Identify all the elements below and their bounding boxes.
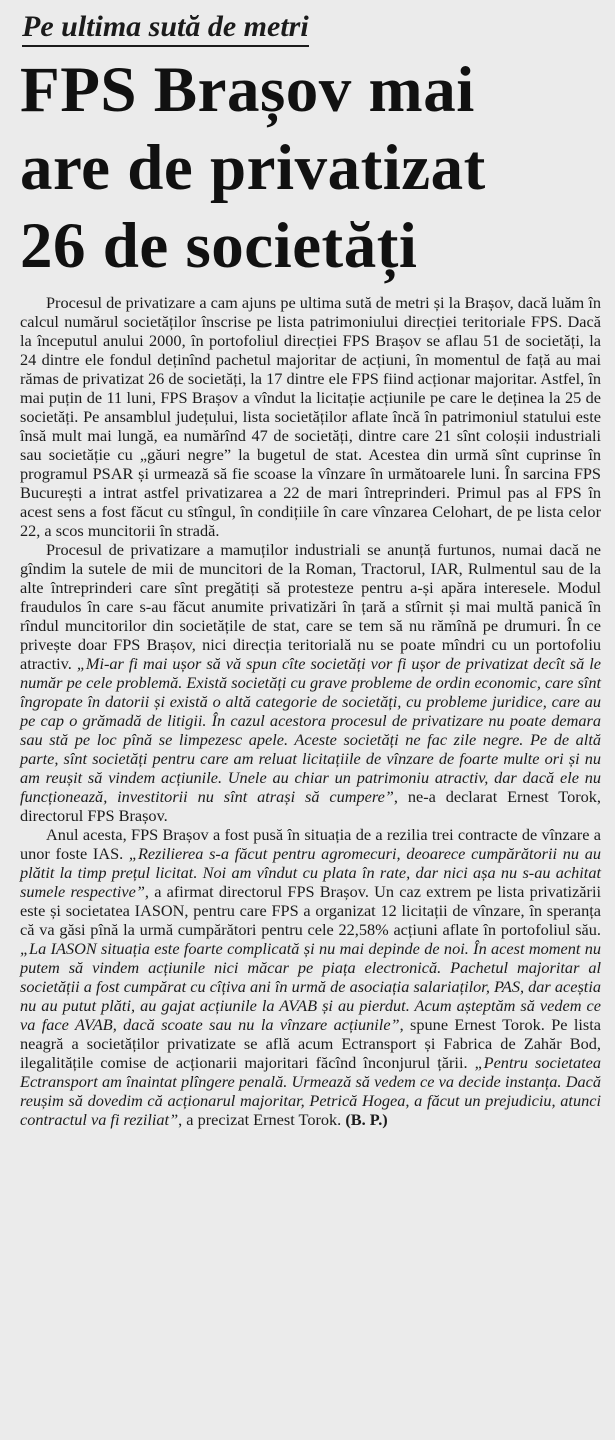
quote-text: „Mi-ar fi mai ușor să vă spun cîte societăți vor fi ușor de privatizat decît să le număr pe cele problemă. Există societăți cu grave probleme de ordin economic, care sînt îngropate în datorii și există o altă categorie de societăți, cu probleme juridice, care au pe cap o grămadă de litigii. În cazul acestora procesul de privatizare nu poate demara sau stă pe loc pînă se limpezesc apele. Aceste societăți ne fac zile negre. Pe de altă parte, sînt societăți pentru care am reluat licitațiile de vînzare de foarte multe ori și nu am reușit să vindem acțiunile. Unele au chiar un patrimoniu atractiv, dar dacă ele nu funcționează, investitorii nu sînt atrași să cumpere”	[20, 654, 602, 806]
article-headline	[20, 51, 601, 285]
paragraph-text: , a afirmat directorul FPS Brașov. Un caz extrem pe lista privatizării este și societatea IASON, pentru care FPS a organizat 12 licitații de vînzare, în speranța că va găsi pînă la urmă cumpărători pentru cele 22,58% acțiuni aflate în portofoliul său.	[20, 882, 601, 939]
article-paragraph	[20, 540, 601, 825]
headline-line: FPS Brașov mai	[20, 54, 475, 126]
article-paragraph	[20, 825, 601, 1129]
article-body	[20, 293, 601, 1129]
paragraph-text: , a precizat Ernest Torok.	[178, 1110, 346, 1129]
paragraph-text: Procesul de privatizare a cam ajuns pe ultima sută de metri și la Brașov, dacă luăm în calcul numărul societăților înscrise pe lista patrimoniului direcției teritoriale FPS. Dacă la începutul anului 2000, în portofoliul direcției FPS Brașov se aflau 51 de societăți, la 24 dintre ele fondul deținînd pachetul majoritar de acțiuni, în momentul de față au mai rămas de privatizat 26 de societăți, la 17 dintre ele FPS fiind acționar majoritar. Astfel, în mai puțin de 11 luni, FPS Brașov a vîndut la licitație acțiunile pe care le deținea la 25 de societăți. Pe ansamblul județului, lista societăților aflate încă în patrimoniul statului este însă mult mai lungă, ea numărînd 47 de societăți, dintre care 21 sînt coloșii industriali sau societăție cu „găuri negre” la bugetul de stat. Acestea din urmă sînt cuprinse în programul PSAR și urmează să fie scoase la vînzare în următoarele luni. În sarcina FPS București a intrat astfel privatizarea a 22 de mari întreprinderi. Primul pas al FPS în acest sens a fost făcut cu stîngul, în condițiile în care vînzarea Celohart, de pe lista celor 22, a scos muncitorii în stradă.	[20, 293, 601, 540]
paragraph-text: Anul acesta, FPS Brașov a fost pusă în situația de a rezilia trei contracte de vînzare a unor foste IAS.	[20, 825, 601, 863]
quote-text: „Rezilierea s-a făcut pentru agromecuri, deoarece cumpărătorii nu au plătit la timp prețul licitat. Noi am vîndut cu plata în rate, dar nici așa nu s-au achitat sumele respective”	[20, 844, 601, 901]
quote-text: „Pentru societatea Ectransport am înaintat plîngere penală. Urmează să vedem ce va decide instanța. Dacă reușim să dovedim că acționarul majoritar, Petrică Hogea, a făcut un prejudiciu, atunci contractul va fi reziliat”	[20, 1053, 601, 1129]
article-paragraph	[20, 293, 601, 540]
author-signature: (B. P.)	[345, 1110, 388, 1129]
headline-line: 26 de societăți	[20, 210, 418, 282]
paragraph-text: , spune Ernest Torok. Pe lista neagră a societăților privatizate se află acum Ectransport și Fabrica de Zahăr Bod, ilegalitățile comise de acționarii majoritari făcînd înconjurul țării.	[20, 1015, 602, 1072]
paragraph-text: , ne-a declarat Ernest Torok, directorul FPS Brașov.	[20, 787, 602, 825]
quote-text: „La IASON situația este foarte complicată și nu mai depinde de noi. În acest moment nu putem să vindem acțiunile nici măcar pe piața electronică. Pachetul majoritar al societății a fost cumpărat cu cîțiva ani în urmă de asociația salariaților, PAS, dar aceștia nu au putut plăti, au gajat acțiunile la AVAB și au pierdut. Acum așteptăm să vedem ce va face AVAB, dacă scoate sau nu la vînzare acțiunile”	[20, 939, 601, 1034]
headline-line: are de privatizat	[20, 132, 486, 204]
paragraph-text: Procesul de privatizare a mamuților industriali se anunță furtunos, numai dacă ne gîndim la sutele de mii de muncitori de la Roman, Tractorul, IAR, Rulmentul sau de la alte întreprinderi care sînt pregătiți să protesteze pentru a-și apăra interesele. Modul fraudulos în care s-au făcut anumite privatizări în țară a stîrnit și mai multă panică în rîndul muncitorilor din societățile de stat, care se tem să nu rămînă pe drumuri. În ce privește doar FPS Brașov, nici direcția teritorială nu se poate mîndri cu un portofoliu atractiv.	[20, 540, 601, 673]
article-kicker: Pe ultima sută de metri	[22, 10, 309, 47]
